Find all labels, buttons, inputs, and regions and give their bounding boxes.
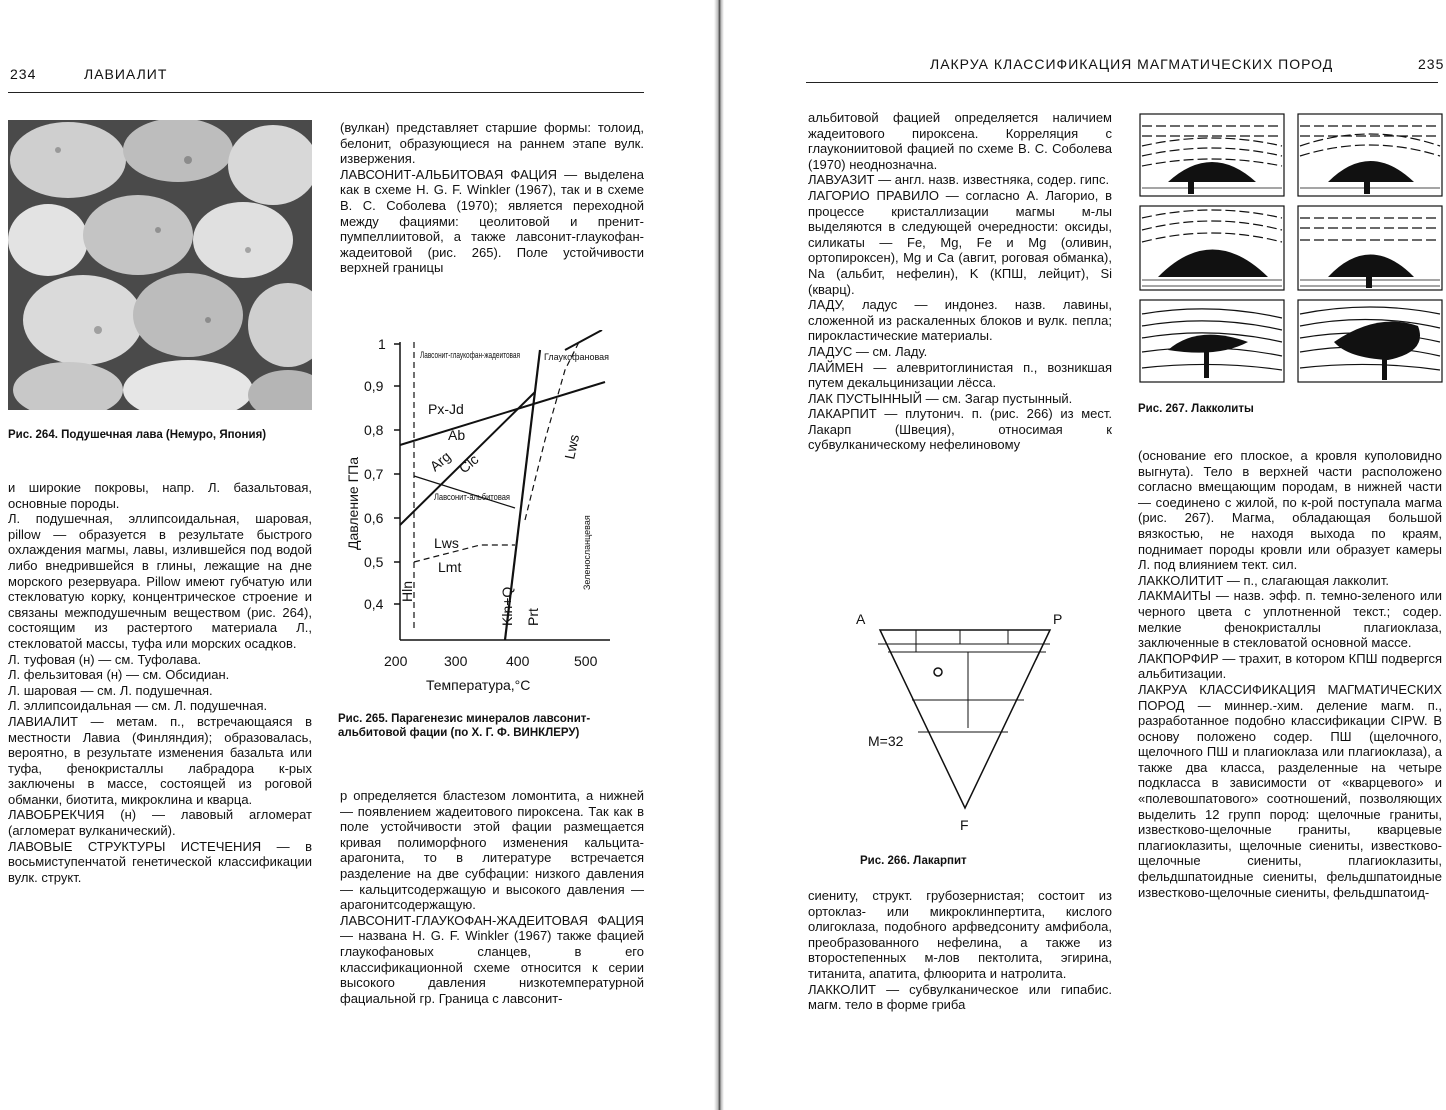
label-lws-ab-facies: Лавсонит-альбитовая [434,492,511,502]
right-column-1-bottom [808,888,1112,1100]
xtick-label: 500 [574,653,598,669]
entry-text: ЛАДУ, ладус — индонез. назв. лавины, сложенной из раскаленных блоков и вулк. пепла; пирокластические материалы. [808,297,1112,344]
entry-text: ЛАКРУА КЛАССИФИКАЦИЯ МАГМАТИЧЕСКИХ ПОРОД — миннер.-хим. деление магм. п., разработанное подобно классификации CIPW. В основу положено содер. ПШ (щелочного, щелочного ПШ и плагиоклаза или плагиоклаза), а также два класса, разделенные на четыре подкласса в зависимости от «кварцевого» и «полевошпатового» соотношений, позволяющих выделить 12 групп пород: щелочные граниты, известково-щелочные граниты, кварцевые плагиоклазиты, щелочные сиениты, известково-щелочные сиениты, плагиоклазиты, фельдшпатоидные сиениты, фельдшпатоидные известково-щелочные сиениты, фельдшпатоид- [1138,681,1442,900]
running-header-right: ЛАКРУА КЛАССИФИКАЦИЯ МАГМАТИЧЕСКИХ ПОРОД [930,56,1334,72]
figure-267-diagram [1138,112,1444,384]
label-prt: Prt [525,608,541,626]
entry-text: p определяется бластезом ломонтита, а нижней — появлением жадеитового пироксена. Так как в поле устойчивости этой фации размещается кривая полиморфного изменения кальцита-арагонита, то в литературе встречается разделение на две субфации: низкого давления — кальцитсодержащую и высокого давления — арагонитсодержащую. [340,788,644,913]
entry-text: ЛАВУАЗИТ — англ. назв. известняка, содер. гипс. [808,172,1110,188]
label-glaucophane: Глаукофановая [544,352,610,362]
label-lws: Lws [434,535,459,551]
entry-text: ЛАВСОНИТ-АЛЬБИТОВАЯ ФАЦИЯ — выделена как в схеме H. G. F. Winkler (1967), так и в схеме В. С. Соболева (1970); является переходной между фациями: цеолитовой и пренит-пумпеллиитовой, а также лавсонит-глаукофан-жадеитовой (рис. 265). Поле устойчивости верхней границы [340,166,644,276]
figure-266-caption: Рис. 266. Лакарпит [860,855,967,867]
label-lgj-facies: Лавсонит-глаукофан-жадеитовая [420,350,521,360]
ytick-label: 0,5 [364,554,384,570]
figure-264-caption: Рис. 264. Подушечная лава (Немуро, Япония) [8,429,267,441]
entry-text: ЛАККОЛИТ — субвулканическое или гипабис. магм. тело в форме гриба [808,981,1112,1013]
figure-265-caption: Рис. 265. Парагенезис минералов лавсонит-альбитовой фации (по Х. Г. Ф. ВИНКЛЕРУ) [338,713,591,739]
ytick-label: 0,9 [364,378,384,394]
entry-text: ЛАВОВЫЕ СТРУКТУРЫ ИСТЕЧЕНИЯ — в восьмиступенчатой генетической классификации вулк. структ. [8,838,312,885]
m-value-label: M=32 [868,733,904,749]
xtick-label: 200 [384,653,408,669]
entry-text: Л. эллипсоидальная — см. Л. подушечная. [8,698,268,714]
entry-text: ЛАКАРПИТ — плутонич. п. (рис. 266) из мест. Лакарп (Швеция), относимая к субвулканическому нефелиновому [808,406,1112,453]
figure-265-diagram [340,330,644,700]
entry-text: Л. фельзитовая (н) — см. Обсидиан. [8,667,230,683]
entry-text: ЛАВИАЛИТ — метам. п., встречающаяся в местности Лавиа (Финляндия); образовалась, вероятно, в результате изменения базальта или туфа, фенокристаллы лабрадора к-рых заключены в массе, состоящей из роговой обманки, биотита, микроклина и кварца. [8,713,312,807]
label-lws-steep: Lws [561,432,583,461]
entry-text: альбитовой фацией определяется наличием жадеитового пироксена. Корреляция с глаукониитовой фацией по схеме В. С. Соболева (1970) неоднозначна. [808,110,1112,172]
pillow-lava-photo [8,120,312,410]
label-arg: Arg [426,448,454,475]
label-px-jd: Px-Jd [428,401,464,417]
xtick-label: 400 [506,653,530,669]
header-rule-right [806,82,1438,83]
book-gutter [714,0,724,1110]
label-greenschist: Зеленосланцевая [582,515,592,590]
entry-text: ЛАККОЛИТИТ — п., слагающая лакколит. [1138,572,1389,588]
left-column-2-top [340,120,644,316]
y-axis-label: Давление ГПа [345,457,361,550]
entry-text: Л. подушечная, эллипсоидальная, шаровая, pillow — образуется в результате быстрого охлаждения магмы, лавы, излившейся под водой либо внедрившейся в глины, лежащие на дне морского резервуара. Pillow имеют губчатую или стекловатую корку, концентрическое строение и связаны межподушечным веществом (рис. 264), состоящим из растертого материала Л., стекловатой массы, туфа или морских осадков. [8,511,312,651]
ytick-label: 0,7 [364,466,384,482]
ytick-label: 0,4 [364,596,384,612]
entry-text: ЛАГОРИО ПРАВИЛО — согласно А. Лагорио, в процессе кристаллизации магмы м-лы выделяются в следующей очередности: оксиды, силикаты — Fe, Mg, Fe и Mg (оливин, ортопироксен), Mg и Ca (авгит, роговая обманка), Na (альбит, нефелин), K (КПШ, лейцит), Si (кварц). [808,187,1112,297]
entry-text: ЛАКПОРФИР — трахит, в котором КПШ подвергся альбитизации. [1138,650,1442,682]
page-number-left: 234 [10,66,37,82]
entry-text: ЛАВСОНИТ-ГЛАУКОФАН-ЖАДЕИТОВАЯ ФАЦИЯ — названа H. G. F. Winkler (1967) также фацией глаукофановых сланцев, в его классификационной схеме относится к серии высокого давления низкотемпературной фациальной гр. Граница с лавсонит- [340,912,644,1006]
figure-267-caption: Рис. 267. Лакколиты [1138,403,1254,415]
label-lmt: Lmt [438,559,462,575]
label-kln-q: Kln+Q [499,586,515,626]
entry-text: Л. шаровая — см. Л. подушечная. [8,682,213,698]
entry-text: сиениту, структ. грубозернистая; состоит из ортоклаз- или микроклинпертита, кислого олигоклаза, подобного арфведсониту амфибола, преобразованного нефелина, а также из второстепенных м-лов пектолита, эгирина, титанита, апатита, флюорита и натролита. [808,888,1112,981]
entry-text: (основание его плоское, а кровля куполовидно выгнута). Тело в верхней части расположено согласно вмещающим породам, в нижней части — соединено с жилой, по к-рой поступала магма (рис. 267). Магма, обладающая большой вязкостью, не находя выхода по краям, поднимает породы кровли или образует камеры Л. под влиянием тект. сил. [1138,448,1442,573]
pillow-lava-image [8,120,312,410]
xtick-label: 300 [444,653,468,669]
label-clc: Clc [455,451,482,477]
header-rule-left [8,92,644,93]
entry-text: ЛАВОБРЕКЧИЯ (н) — лавовый агломерат (агломерат вулканический). [8,807,312,839]
right-column-2 [1138,448,1442,1100]
entry-text: ЛАКМАИТЫ — назв. эфф. п. темно-зеленого или черного цвета с уплотненной текст.; содер. мелкие фенокристаллы плагиоклаза, заключенные в стекловатой основной массе. [1138,588,1442,651]
left-column-2-bottom [340,788,644,1100]
entry-text: (вулкан) представляет старшие формы: толоид, белонит, образующиеся на раннем этапе вулк. извержения. [340,120,644,167]
vertex-a-label: A [856,611,866,627]
label-hln: Hln [399,580,415,602]
page-number-right: 235 [1418,56,1445,72]
entry-text: ЛАДУС — см. Ладу. [808,343,928,359]
ytick-label: 0,6 [364,510,384,526]
left-column-1 [8,480,312,1100]
running-header-left: ЛАВИАЛИТ [84,66,168,82]
x-axis-label: Температура,°С [426,677,531,693]
vertex-f-label: F [960,817,969,833]
entry-text: Л. туфовая (н) — см. Туфолава. [8,651,202,667]
right-column-1-top [808,110,1112,586]
vertex-p-label: P [1053,611,1063,627]
ytick-label: 1 [378,336,386,352]
entry-text: ЛАК ПУСТЫННЫЙ — см. Загар пустынный. [808,390,1073,406]
entry-text: ЛАЙМЕН — алевритоглинистая п., возникшая путем декальцинизации лёсса. [808,359,1112,391]
entry-text: и широкие покровы, напр. Л. базальтовая, основные породы. [8,480,312,511]
ytick-label: 0,8 [364,422,384,438]
figure-266-diagram [850,608,1080,838]
label-ab: Ab [448,427,466,443]
